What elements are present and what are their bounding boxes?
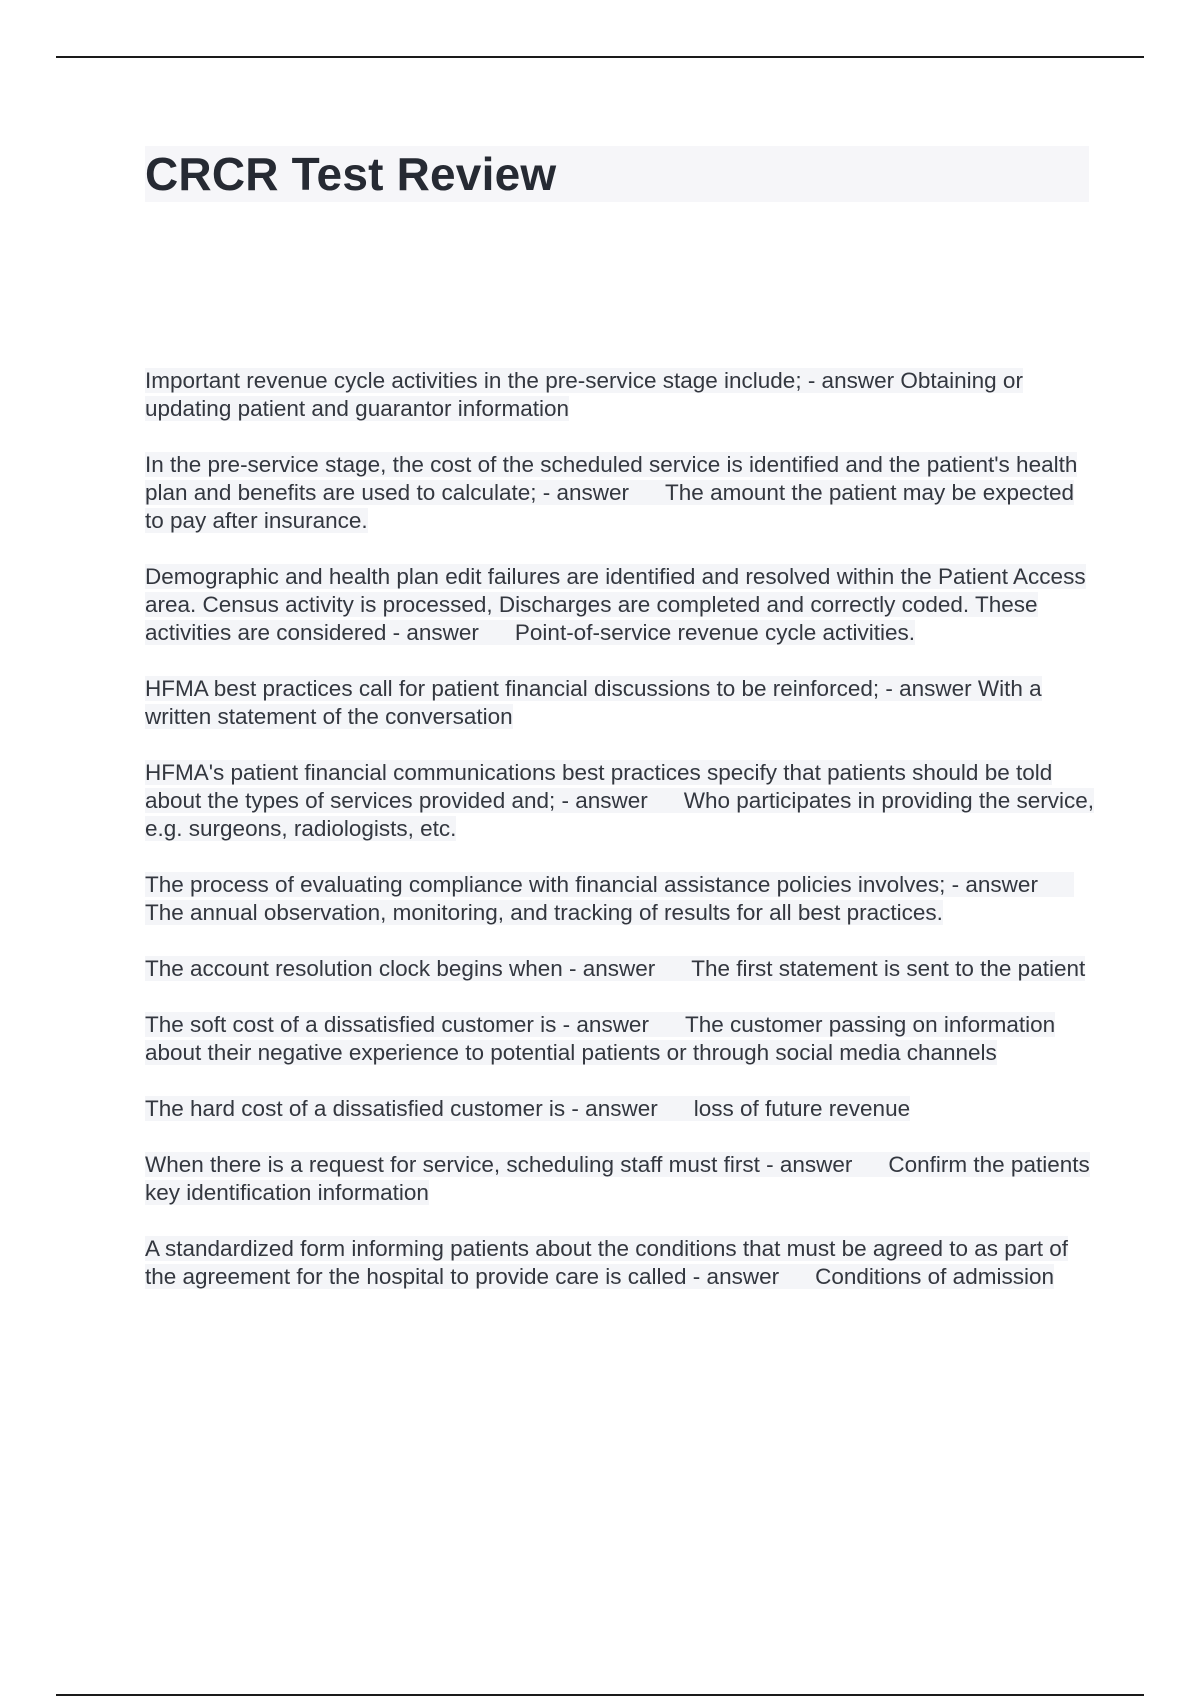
qa-item	[145, 1011, 1095, 1067]
answer-text: Obtaining or updating patient and guarantor information	[145, 368, 1023, 421]
question-text: When there is a request for service, scheduling staff must first - answer	[145, 1152, 853, 1177]
answer-text: The customer passing on information about their negative experience to potential patients or through social media channels	[145, 1012, 1056, 1065]
answer-text: Point-of-service revenue cycle activities.	[514, 620, 916, 645]
question-text: The account resolution clock begins when - answer	[145, 956, 656, 981]
answer-text: With a written statement of the conversation	[145, 676, 1042, 729]
qa-item	[145, 1235, 1095, 1291]
question-text: In the pre-service stage, the cost of the scheduled service is identified and the patient's health plan and benefits are used to calculate; - answer	[145, 452, 1078, 505]
top-rule	[56, 56, 1144, 58]
qa-item	[145, 563, 1095, 647]
qa-item	[145, 451, 1095, 535]
qa-item	[145, 955, 1095, 983]
question-text: The process of evaluating compliance with financial assistance policies involves; - answer	[145, 872, 1038, 897]
question-text: HFMA's patient financial communications best practices specify that patients should be told about the types of services provided and; - answer	[145, 760, 1053, 813]
qa-list	[145, 367, 1095, 1319]
page-title: CRCR Test Review	[145, 146, 1089, 202]
qa-item	[145, 367, 1095, 423]
answer-text: loss of future revenue	[693, 1096, 911, 1121]
question-text: The soft cost of a dissatisfied customer is - answer	[145, 1012, 649, 1037]
answer-text: The annual observation, monitoring, and tracking of results for all best practices.	[145, 900, 943, 925]
answer-text: Who participates in providing the service, e.g. surgeons, radiologists, etc.	[145, 788, 1094, 841]
answer-text: The first statement is sent to the patient	[691, 956, 1086, 981]
qa-item	[145, 1151, 1095, 1207]
question-text: A standardized form informing patients about the conditions that must be agreed to as part of the agreement for the hospital to provide care is called - answer	[145, 1236, 1069, 1289]
answer-text: Confirm the patients key identification information	[145, 1152, 1090, 1205]
answer-text: Conditions of admission	[815, 1264, 1054, 1289]
qa-item	[145, 871, 1095, 927]
question-text: Important revenue cycle activities in the pre-service stage include; - answer	[145, 368, 895, 393]
qa-item	[145, 675, 1095, 731]
qa-item	[145, 1095, 1095, 1123]
bottom-rule	[56, 1694, 1144, 1696]
question-text: HFMA best practices call for patient financial discussions to be reinforced; - answer	[145, 676, 972, 701]
answer-text: The amount the patient may be expected to pay after insurance.	[145, 480, 1075, 533]
question-text: Demographic and health plan edit failures are identified and resolved within the Patient Access area. Census activity is processed, Discharges are completed and correctly coded. These activities are considered - answer	[145, 564, 1086, 645]
question-text: The hard cost of a dissatisfied customer is - answer	[145, 1096, 658, 1121]
qa-item	[145, 759, 1095, 843]
